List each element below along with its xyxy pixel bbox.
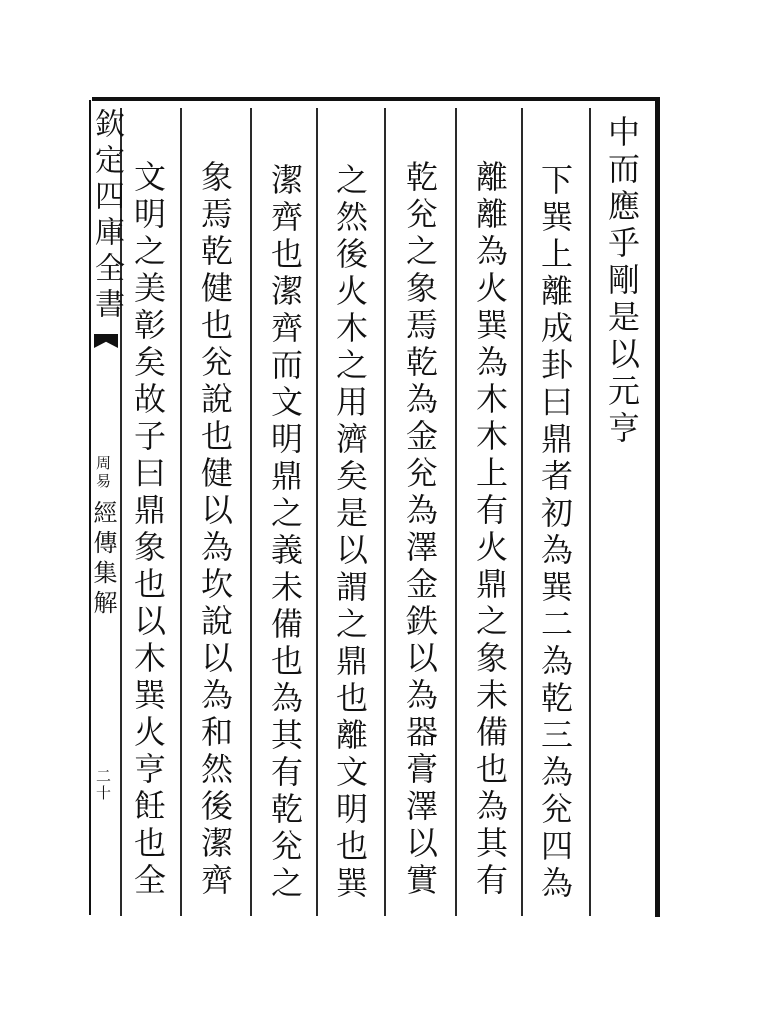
column-divider bbox=[250, 108, 252, 916]
column-divider bbox=[384, 108, 386, 916]
margin-series-title: 欽定四庫全書 bbox=[89, 108, 124, 324]
text-column-3: 離離為火巽為木木上有火鼎之象未備也為其有 bbox=[471, 160, 509, 900]
column-divider bbox=[521, 108, 523, 916]
margin-book-small: 周易 bbox=[94, 455, 112, 491]
frame-right-border bbox=[655, 97, 660, 917]
column-divider bbox=[180, 108, 182, 916]
column-divider bbox=[316, 108, 318, 916]
text-column-8: 文明之美彰矣故子曰鼎象也以木巽火亨飪也全 bbox=[129, 160, 167, 900]
text-column-5: 之然後火木之用濟矣是以謂之鼎也離文明也巽 bbox=[331, 163, 369, 903]
text-column-7: 象焉乾健也兊說也健以為坎說以為和然後潔齊 bbox=[196, 160, 234, 900]
frame-top-border bbox=[92, 97, 660, 101]
text-column-2: 下巽上離成卦曰鼎者初為巽二為乾三為兊四為 bbox=[536, 163, 574, 903]
margin-series-title-clip bbox=[89, 106, 124, 332]
text-column-6: 潔齊也潔齊而文明鼎之義未備也為其有乾兊之 bbox=[266, 163, 304, 903]
page-number: 二十 bbox=[94, 768, 112, 802]
column-divider bbox=[589, 108, 591, 916]
text-column-4: 乾兊之象焉乾為金兊為澤金鉄以為器膏澤以實 bbox=[401, 160, 439, 900]
margin-book-title: 經傳集解 bbox=[89, 500, 117, 620]
text-column-1: 中而應乎剛是以元亨 bbox=[603, 115, 641, 448]
fish-tail-mark bbox=[94, 334, 118, 348]
column-divider bbox=[455, 108, 457, 916]
